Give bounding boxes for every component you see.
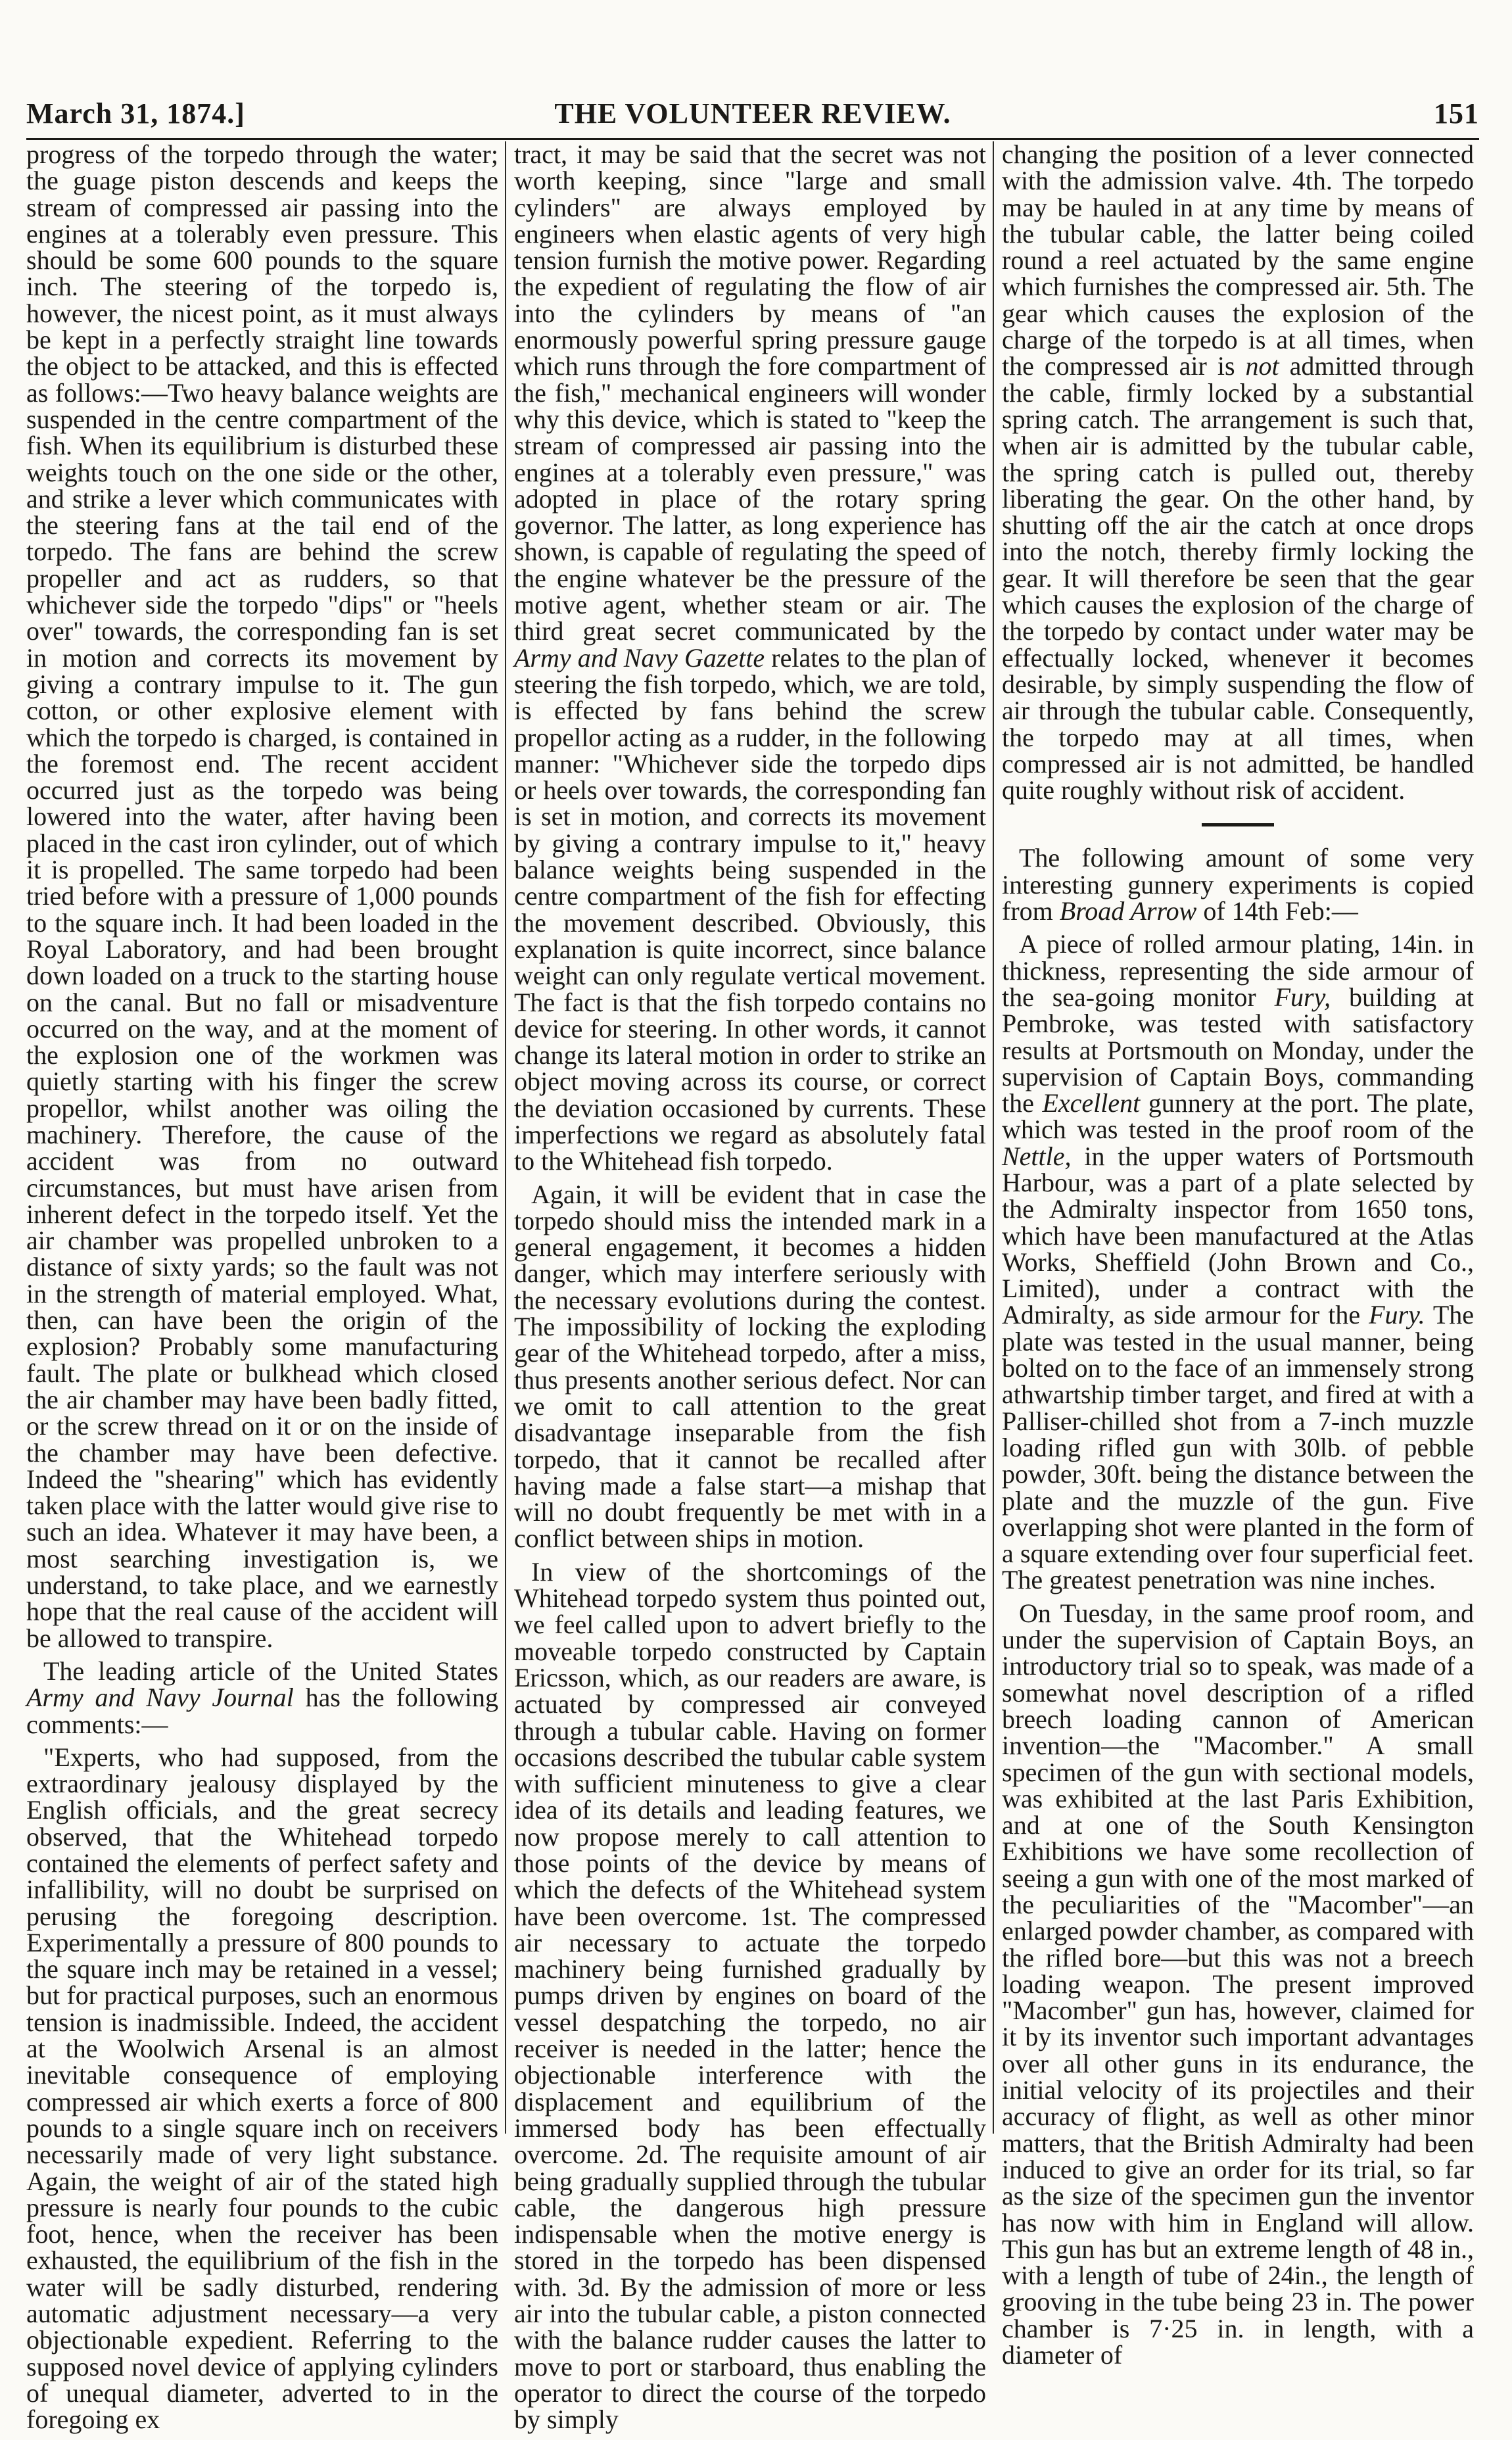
ship-name: Fury, (1274, 982, 1331, 1012)
text-run: tract, it may be said that the secret was not worth keeping, since "large and small cylinders" are always employed by engineers when elastic agents of very high tension furnish the motive power. Regarding the expedient of regulating the flow of air into the cylinders by means of "an enormously powerful spring pressure gauge which runs through the fore compartment of the fish," mechanical engineers will wonder why this device, which is stated to "keep the stream of compressed air passing into the engines at a tolerably even pressure," was adopted in place of the rotary spring governor. The latter, as long experience has shown, is capable of regulating the speed of the engine whatever be the pressure of the motive agent, whether steam or air. The third great secret communicated by the (514, 139, 986, 646)
text-run: in the upper waters of Portsmouth Harbour, was a part of a plate selected by the Admiralty inspector from 1650 tons, which have been manufactured at the Atlas Works, Sheffield (John Brown and Co., Limited), under a contract with the Admiralty, as side armour for the (1002, 1141, 1474, 1330)
page-number: 151 (1434, 97, 1479, 130)
column-2 (514, 141, 986, 2440)
text-run: has the following comments:— (26, 1683, 499, 1739)
paragraph (1002, 931, 1474, 1593)
page-header (26, 92, 1479, 140)
column-1 (26, 141, 498, 2440)
paragraph: On Tuesday, in the same proof room, and under the supervision of Captain Boys, an introductory trial so to speak, was made of a somewhat novel description of a rifled breech loading cannon of American invention—the "Macomber." A small specimen of the gun with sectional models, was exhibited at the last Paris Exhibition, and at one of the South Kensington Exhibitions we have some recollection of seeing a gun with one of the most marked of the peculiarities of the "Macomber"—an enlarged powder chamber, as compared with the rifled bore—but this was not a breech loading weapon. The present improved "Macomber" gun has, however, claimed for it by its inventor such important advantages over all other guns in its endurance, the initial velocity of its projectiles and their accuracy of flight, as well as other minor matters, that the British Admiralty had been induced to give an order for its trial, so far as the size of the specimen gun the inventor has now with him in England will allow. This gun has but an extreme length of 48 in., with a length of tube of 24in., the length of grooving in the tube being 23 in. The power chamber is 7·25 in. in length, with a diameter of (1002, 1598, 1474, 2370)
paragraph: Again, it will be evident that in case the torpedo should miss the intended mark in a general engagement, it becomes a hidden danger, which may interfere seriously with the necessary evolutions during the contest. The impossibility of locking the exploding gear of the Whitehead torpedo, after a miss, thus presents another serious defect. Nor can we omit to call attention to the great disadvantage inseparable from the fish torpedo, that it cannot be recalled after having made a false start—a mishap that will no doubt frequently be met with in a conflict between ships in motion. (514, 1179, 986, 1554)
text-run: changing the position of a lever connected with the admission valve. 4th. The torpedo may be hauled in at any time by means of the tubular cable, the latter being coiled round a reel actuated by the same engine which furnishes the compressed air. 5th. The gear which causes the explosion of the charge of the torpedo is at all times, when the compressed air is (1002, 139, 1474, 381)
section-separator (1202, 823, 1274, 826)
text-run: admitted through the cable, firmly locked by a substantial spring catch. The arrangement is such that, when air is admitted by the tubular cable, the spring catch is pulled out, thereby liberating the gear. On the other hand, by shutting off the air the catch at once drops into the notch, thereby firmly locking the gear. It will therefore be seen that the gear which causes the explosion of the charge of the torpedo by contact under water may be effectually locked, whenever it becomes desirable, by simply suspending the flow of air through the tubular cable. Consequently, the torpedo may at all times, when compressed air is not admitted, be handled quite roughly without risk of accident. (1002, 351, 1474, 805)
ship-name: Excellent (1042, 1088, 1141, 1118)
paragraph: "Experts, who had supposed, from the extraordinary jealousy displayed by the English officials, and the great secrecy observed, that the Whitehead torpedo contained the elements of perfect safety and infallibility, will no doubt be surprised on perusing the foregoing description. Experimentally a pressure of 800 pounds to the square inch may be retained in a vessel; but for practical purposes, such an enormous tension is inadmissible. Indeed, the accident at the Woolwich Arsenal is an almost inevitable consequence of employing compressed air which exerts a force of 800 pounds to a single square inch on receivers necessarily made of very light substance. Again, the weight of air of the stated high pressure is nearly four pounds to the cubic foot, hence, when the receiver has been exhausted, the equilibrium of the fish in the water will be sadly disturbed, rendering automatic adjustment necessary—a very objectionable expedient. Referring to the supposed novel device of applying cylinders of unequal diameter, adverted to in the foregoing ex (26, 1742, 498, 2435)
text-run: relates to the plan of steering the fish torpedo, which, we are told, is effected by fans behind the screw propellor acting as a rudder, in the following manner: "Whichever side the torpedo dips or heels over towards, the corresponding fan is set in motion, and corrects its movement by giving a contrary impulse to it," heavy balance weights being suspended in the centre compartment of the fish for effecting the movement described. Obviously, this explanation is quite incorrect, since balance weight can only regulate vertical movement. The fact is that the fish torpedo contains no device for steering. In other words, it cannot change its lateral motion in order to strike an object moving across its course, or correct the deviation occasioned by currents. These imperfections we regard as absolutely fatal to the Whitehead fish torpedo. (514, 642, 987, 1176)
issue-date: March 31, 1874.] (26, 97, 245, 130)
text-run: of 14th Feb:— (1203, 896, 1358, 926)
paragraph: progress of the torpedo through the water; the guage piston descends and keeps the stream of compressed air passing into the engines at a tolerably even pressure. This should be some 600 pounds to the square inch. The steering of the torpedo is, however, the nicest point, as it must always be kept in a perfectly straight line towards the object to be attacked, and this is effected as follows:—Two heavy balance weights are suspended in the centre compartment of the fish. When its equilibrium is disturbed these weights touch on the one side or the other, and strike a lever which communicates with the steering fans at the tail end of the torpedo. The fans are behind the screw propeller and act as rudders, so that whichever side the torpedo "dips" or "heels over" towards, the corresponding fan is set in motion and corrects its movement by giving a contrary impulse to it. The gun cotton, or other explosive element with which the torpedo is charged, is contained in the foremost end. The recent accident occurred just as the torpedo was being lowered into the water, after having been placed in the cast iron cylinder, out of which it is propelled. The same torpedo had been tried before with a pressure of 1,000 pounds to the square inch. It had been loaded in the Royal Laboratory, and had been brought down loaded on a truck to the starting house on the canal. But no fall or misadventure occurred on the way, and at the moment of the explosion one of the workmen was quietly starting with his finger the screw propellor, whilst another was oiling the machinery. Therefore, the cause of the accident was from no outward circumstances, but must have arisen from inherent defect in the torpedo itself. Yet the air chamber was propelled unbroken to a distance of sixty yards; so the fault was not in the strength of material employed. What, then, can have been the origin of the explosion? Probably some manufacturing fault. The plate or bulkhead which closed the air chamber may have been badly fitted, or the screw thread on it or on the inside of the chamber may have been defective. Indeed the "shearing" which has evidently taken place with the latter would give rise to such an idea. Whatever it may have been, a most searching investigation is, we understand, to take place, and we earnestly hope that the real cause of the accident will be allowed to transpire. (26, 139, 498, 1653)
text-run: The leading article of the United States (43, 1656, 498, 1686)
publication-title: THE VOLUNTEER REVIEW. (554, 97, 951, 130)
text-run: The plate was tested in the usual manner, being bolted on to the face of an immensely strong athwartship timber target, and fired at with a Palliser-chilled shot from a 7-inch muzzle loading rifled gun with 30lb. of pebble powder, 30ft. being the distance between the plate and the muzzle of the gun. Five overlapping shot were planted in the form of a square extending over four superficial feet. The greatest penetration was nine inches. (1002, 1300, 1475, 1595)
text-run: The following amount of some very interesting gunnery experiments is copied from (1002, 843, 1474, 926)
publication-name: Army and Navy Journal (26, 1683, 294, 1713)
column-divider (993, 141, 994, 2134)
text-run: building at Pembroke, was tested with satisfactory results at Portsmouth on Monday, under the supervision of Captain Boys, commanding the (1002, 982, 1474, 1118)
text-run: A piece of rolled armour plating, 14in. in thickness, representing the side armour of the sea-going monitor (1002, 929, 1474, 1012)
ship-name: Nettle, (1002, 1141, 1072, 1171)
paragraph (1002, 845, 1474, 924)
paragraph: In view of the shortcomings of the Whitehead torpedo system thus pointed out, we feel called upon to advert briefly to the moveable torpedo constructed by Captain Ericsson, which, as our readers are aware, is actuated by compressed air conveyed through a tubular cable. Having on former occasions described the tubular cable system with sufficient minuteness to give a clear idea of its details and leading features, we now propose merely to call attention to those points of the device by means of which the defects of the Whitehead system have been overcome. 1st. The compressed air necessary to actuate the torpedo machinery being furnished gradually by pumps driven by engines on board of the vessel despatching the torpedo, no air receiver is needed in the latter; hence the objectionable interference with the displacement and equilibrium of the immersed body has been effectually overcome. 2d. The requisite amount of air being gradually supplied through the tubular cable, the dangerous high pressure indispensable when the motive energy is stored in the torpedo has been dispensed with. 3d. By the admission of more or less air into the tubular cable, a piston connected with the balance rudder causes the latter to move to port or starboard, thus enabling the operator to direct the course of the torpedo by simply (514, 1556, 986, 2435)
text-run: gunnery at the port. The plate, which was tested in the proof room of the (1002, 1088, 1475, 1145)
paragraph (1002, 141, 1474, 803)
ship-name: Fury. (1369, 1300, 1425, 1330)
column-divider (505, 141, 506, 2134)
publication-name: Army and Navy Gazette (514, 642, 765, 673)
publication-name: Broad Arrow (1059, 896, 1197, 926)
paragraph (26, 1658, 498, 1738)
paragraph (514, 141, 986, 1175)
column-3 (1002, 141, 1474, 2375)
emphasis: not (1245, 351, 1279, 381)
